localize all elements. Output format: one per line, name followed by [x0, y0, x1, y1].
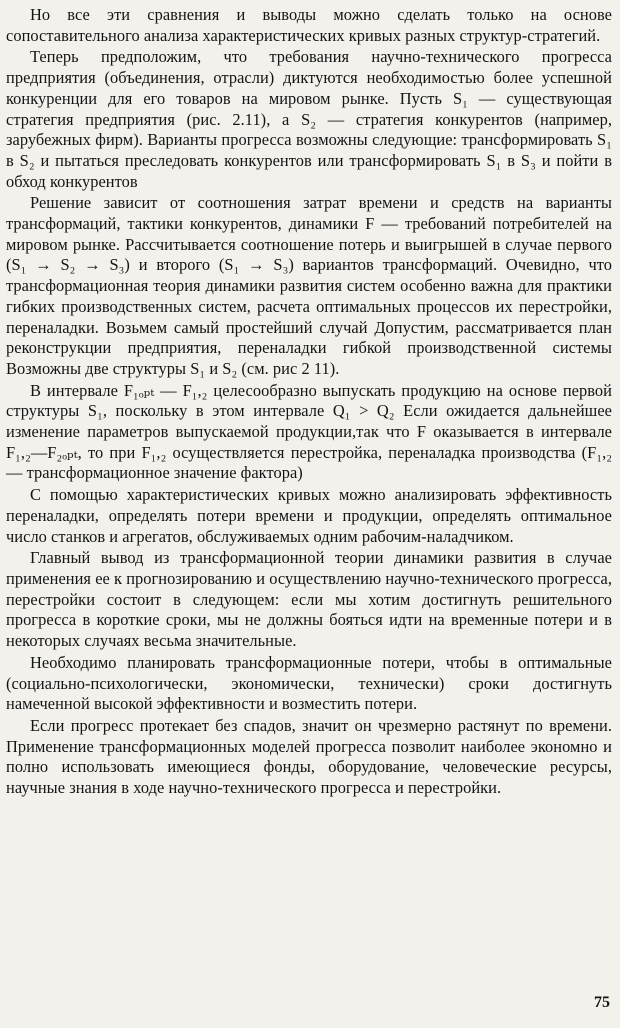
paragraph-6: Главный вывод из трансформационной теории динамики развития в случае применения ее к прогнозированию и осуществлению научно-технического прогресса, перестройки состоит в следующем: если мы хотим достигнуть решительного прогресса в короткие сроки, мы не должны бояться идти на временные потери и в некоторых случаях весьма значительные.	[6, 548, 612, 651]
paragraph-7: Необходимо планировать трансформационные потери, чтобы в оптимальные (социально-психологически, экономически, технически) сроки достигнуть намеченной высокой эффективности и возместить потери.	[6, 652, 612, 714]
paragraph-3: Решение зависит от соотношения затрат времени и средств на варианты трансформаций, тактики конкурентов, динамики F — требований потребителей на мировом рынке. Рассчитывается соотношение потерь и выигрышей в случае первого (S₁ → S₂ → S₃) и второго (S₁ → S₃) вариантов трансформаций. Очевидно, что трансформационная теория динамики развития систем особенно важна для практики гибких производственных систем, расчета оптимальных процессов их перестройки, переналадки. Возьмем самый простейший случай Допустим, рассматривается план реконструкции предприятия, переналадки гибкой производственной системы Возможны две структуры S₁ и S₂ (см. рис 2 11).	[6, 193, 612, 378]
paragraph-5: С помощью характеристических кривых можно анализировать эффективность переналадки, определять потери времени и продукции, определять оптимальное число станков и агрегатов, обслуживаемых одним рабочим-наладчиком.	[6, 485, 612, 546]
paragraph-8: Если прогресс протекает без спадов, значит он чрезмерно растянут по времени. Применение трансформационных моделей прогресса позволит наиболее экономно и полно использовать имеющиеся фонды, оборудование, человеческие ресурсы, научные знания в ходе научно-технического прогресса и перестройки.	[6, 715, 612, 798]
page-number: 75	[594, 994, 610, 1011]
paragraph-2: Теперь предположим, что требования научно-технического прогресса предприятия (объединения, отрасли) диктуются необходимостью более успешной конкуренции для его товаров на мировом рынке. Пусть S₁ — существующая стратегия предприятия (рис. 2.11), а S₂ — стратегия конкурентов (например, зарубежных фирм). Варианты прогресса возможны следующие: трансформировать S₁ в S₂ и пытаться преследовать конкурентов или трансформировать S₁ в S₃ и пойти в обход конкурентов	[6, 47, 612, 191]
paragraph-4: В интервале F₁ₒₚₜ — F₁,₂ целесообразно выпускать продукцию на основе первой структуры S₁, поскольку в этом интервале Q₁ > Q₂ Если ожидается дальнейшее изменение параметров выпускаемой продукции,так что F оказывается в интервале F₁,₂—F₂ₒₚₜ, то при F₁,₂ осуществляется перестройка, переналадка производства (F₁,₂ — трансформационное значение фактора)	[6, 380, 612, 483]
paragraph-1: Но все эти сравнения и выводы можно сделать только на основе сопоставительного анализа характеристических кривых разных структур-стратегий.	[6, 5, 612, 45]
